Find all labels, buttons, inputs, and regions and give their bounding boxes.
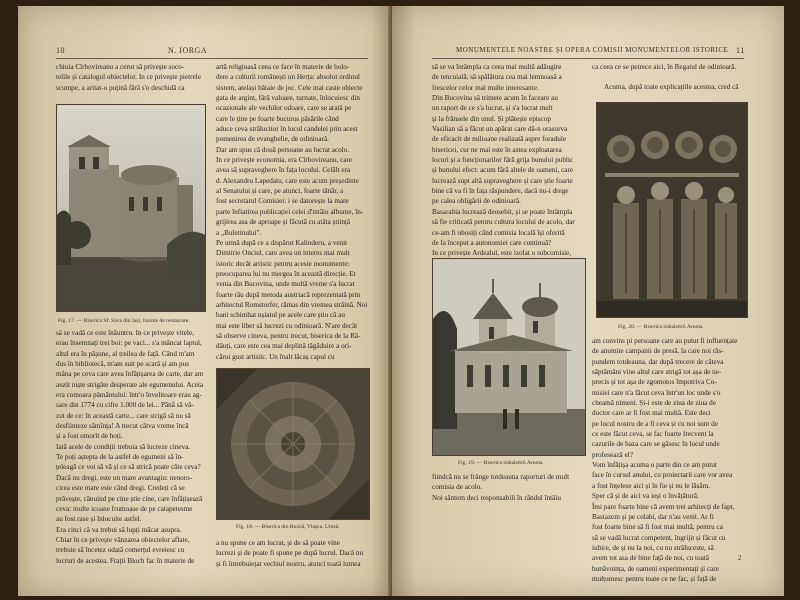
text-line: au fost rase și înlocuite astfel. xyxy=(56,515,142,524)
text-line: de eficacit de milioane realizată aspre foradule xyxy=(432,135,567,144)
text-line: cărui gust artistic. Un înalt lăcaș capul cu xyxy=(216,352,335,361)
text-line: d. Alexandru Lapedatu, care este acum președinte xyxy=(216,176,359,185)
text-line: face în cursul anului, cu proiectarii care vor avea xyxy=(592,471,733,480)
text-line: preocuparea lui nu mergea în această direcție. Et xyxy=(216,269,356,278)
text-line: a nu spune ce am lucrat, și de să poate vine xyxy=(216,539,340,547)
text-line: țeleagă ce voi să vă și ce să strică poate câte ceva? xyxy=(56,463,201,472)
text-line: Vasilian să a făcut un apărat care dă-n orasorva xyxy=(432,125,568,134)
text-line: care le ține pe foarte bucuros păsările când xyxy=(216,114,339,123)
text-line: scumpe, a aritat-o puțină fără s'o deschidă ca xyxy=(56,83,185,92)
text-line: ce este făcut ceva, se fac foarte frecvent la xyxy=(592,430,714,439)
text-line: Sper că și de aici va ieși o învățătură. xyxy=(592,492,699,501)
text-line: doctor care ar fi fost mai multă. Este deci xyxy=(592,409,711,418)
text-line: fost secretarul Comisiei: i se datorește la mare xyxy=(216,197,349,206)
text-line: și la frânsele din unul. Și plătește episcop xyxy=(432,114,551,123)
text-line: altul era în pășune, al treilea de față. Când m'am xyxy=(56,349,195,358)
text-line: să se vadă lucrat competent, îngrijit și făcut cu xyxy=(592,533,726,542)
text-line: Vom înfățișa acuma o parte din ce am putut xyxy=(592,461,717,470)
figure-caption: Fig. 17. — Biserica Sf. Sava din Iași, înainte de restaurare. xyxy=(58,318,190,324)
text-line: Îmi pare foarte bine că avem trei arhitecți de fapt, xyxy=(592,502,735,511)
right-col2-top-line2 xyxy=(604,82,750,94)
figure-caption: Fig. 19. — Biserica mănăstirii Arnota. xyxy=(458,460,544,466)
text-line: să se va întâmpla ca ceea mai multă adăugire xyxy=(432,63,562,71)
figure-arnota-monastery xyxy=(432,258,586,456)
text-line: Din Bucovina să trimete acum în faceare au xyxy=(432,94,558,103)
text-line: artă religioasă ceea ce face în materie de bolo- xyxy=(216,63,350,71)
text-line: pomenirea de evanghelie, de odinioară. xyxy=(216,135,329,144)
text-line: misiei care n'a făcut ceva într'un loc unde s'o xyxy=(592,388,721,397)
text-line: Dimitrie Onciul, care avea un interes mai mult xyxy=(216,249,350,258)
text-line: gata de argint, fără valoare, turnate, înlocuiesc din xyxy=(216,94,360,103)
text-line: venia din Bucovina, unde multă vreme s'a lucrat xyxy=(216,280,355,289)
right-page xyxy=(392,6,784,596)
text-line: bine că va fi în fața răspundere, dacă nu-i drege xyxy=(432,187,569,196)
right-col1-bottom xyxy=(432,472,584,506)
figure-sf-sava-church xyxy=(56,104,206,312)
left-col1-top xyxy=(56,62,206,96)
text-line: desfiinteze sămînța! A trecut câtva vreme încă xyxy=(56,422,189,431)
text-line: să observe cineva, pentru trecut, biserica de la Ră- xyxy=(216,331,361,340)
text-line: a fost înțelese aici și în fie și nu le lăsăm. xyxy=(592,481,710,490)
text-line: bunăvoința, de oameni experimentați și care xyxy=(592,564,719,573)
text-line: pundem totdeauna, dar după trecere de câteva xyxy=(592,357,724,366)
text-line: arhitectul Romstorfer, rămas din vremea străină. Noi xyxy=(216,300,368,309)
text-line: mâna pe ceva care avea înfățișarea de carte, dar am xyxy=(56,370,204,379)
text-line: lucrezi și de poate fi spune pe după lucrul. Dacă nu xyxy=(216,549,364,558)
text-line: Pe urmă după ce a dispărut Kalinderu, a venit xyxy=(216,238,348,247)
text-line: era comoara pământului: într'o învelitoare erau ag- xyxy=(56,391,202,400)
text-line: locuri și a funcționarilor fără grija bunului public xyxy=(432,156,574,165)
text-line: prăvește, cănuind pe cine știe cine, care înfățișează xyxy=(56,494,203,503)
text-line: Dar am spus că două persoane au lucrat acolo. xyxy=(216,145,350,154)
text-line: și fi întrebuiețat vechiul nostru, atunci toată lumea xyxy=(216,559,361,568)
right-col2-top xyxy=(592,62,748,74)
text-line: parte înfiatirea publicației celei d'intăiu albume, în- xyxy=(216,207,364,216)
left-col2-bottom xyxy=(216,538,370,572)
left-col2-top xyxy=(216,62,370,362)
figure-caption: Fig. 18. — Biserica din Roznă, Vlașca. Ureză. xyxy=(236,524,340,530)
text-line: grijirea asa de aproape și făcută cu atâta știință xyxy=(216,218,351,227)
text-line: cazurile de baza care se găsesc în locul unde xyxy=(592,440,720,449)
text-line: Chiar în ce privește vânzarea obiectelor aflate, xyxy=(56,535,190,544)
text-line: In ce privește economia, era Cîrbovireanu, care xyxy=(216,156,353,165)
text-line: de la început a autonomiei care continuă? xyxy=(432,238,552,247)
text-line: mulțumesc pentru toate ce ne fac, și față de xyxy=(592,574,717,583)
text-line: pe locul nostru de a fi ceva și cu noi sunt de xyxy=(592,419,718,428)
text-line: Dacă nu dregi, este un mare avantagiu: nenoro- xyxy=(56,473,193,482)
text-line: de anumite campanii de presă, la care noi răs- xyxy=(592,347,724,356)
text-line: să se vadă ce este înăuntru. In ce privește vitele, xyxy=(56,329,194,337)
text-line: precis și tot așa de zgomotos împotriva Co- xyxy=(592,378,717,387)
text-line: dăuți, care este cea mai deplină tăgăduire a ori- xyxy=(216,342,352,351)
figure-rozna-fresco xyxy=(216,368,370,520)
text-line: al Senatului și care, pe atunci, foarte tânăr, a xyxy=(216,187,344,196)
text-line: fost foarte bine să fi fost mai multă, pentru ca xyxy=(592,523,723,532)
text-line: profesează el? xyxy=(592,450,633,459)
text-line: mai este liber să lucrezi cu odinioară. N'are decât xyxy=(216,321,358,330)
right-col1-top xyxy=(432,62,584,282)
text-line: pe calea obligării de odinioară. xyxy=(432,197,521,206)
text-line: și bunului efect: acum fără altele de oameni, care xyxy=(432,166,574,175)
text-line: bani schimbat ușiatul pe acele care știu că au xyxy=(216,311,345,320)
monastery-photo-image xyxy=(433,259,585,455)
text-line: dus în bibliotecă, m'am suit pe scară și am pus xyxy=(56,360,190,369)
text-line: Bastazem și pe colabi, dar n'au venit. Ar fi xyxy=(592,512,714,521)
text-line: să fie criticată pentru cultura locului de acolo, dar xyxy=(432,218,575,227)
icon-fresco-photo-image xyxy=(597,103,747,317)
text-line: a „Buletinului". xyxy=(216,228,262,237)
text-line: aduce ceva strălucitor în locul candelei prin acest xyxy=(216,125,358,134)
text-line: bisericei, cur ne mai este în astea exploatarea xyxy=(432,145,562,154)
left-page xyxy=(18,6,390,596)
fresco-photo-image xyxy=(217,369,369,519)
text-line: foarte rău după metoda austriacă reprezentată prin xyxy=(216,290,361,299)
text-line: cheamă nimeni. Și-i este de ziua de ziua de xyxy=(592,399,716,408)
text-line: comisia de acolo. xyxy=(432,483,483,492)
text-line: ca ceea ce se petrece aici, în Regatul de odinioară. xyxy=(592,63,737,71)
text-line: dere a culturii românești un Herța: absolut ordinul xyxy=(216,73,360,82)
text-line: fiindcă nu se frânge totdeauna raporturi de mult xyxy=(432,473,570,481)
text-line: săptămâni vine altul care strigă tot așa de ne- xyxy=(592,368,722,377)
text-line: ce-am fi obosiți când comisia locală își oferită xyxy=(432,228,565,237)
left-page-number: 10 xyxy=(56,46,65,55)
text-line: Basarabia lucrează deosebit, și se poate întâmpla xyxy=(432,207,573,216)
church-photo-image xyxy=(57,105,205,311)
text-line: avea să supraveghere în fața locului. Celălt era xyxy=(216,166,351,175)
text-line: Te poți aștepta de la astfel de egumeni să în- xyxy=(56,453,184,462)
text-line: chiuia Cîrbovireanu a cerut să privește soco- xyxy=(56,63,185,71)
text-line: Noi sântem deci responsabili în rândul întâiu xyxy=(432,493,561,502)
text-line: de tencuială, să spălătura cea mai lemnoasă a xyxy=(432,73,562,82)
left-header-rule xyxy=(56,58,368,59)
footer-signature-number: 2 xyxy=(738,554,742,562)
figure-caption: Fig. 20. — Biserica mănăstirii Arnota. xyxy=(618,324,704,330)
right-running-head: MONUMENTELE NOASTRE ȘI OPERA COMISII MONUMENTELOR ISTORICE xyxy=(456,46,729,54)
text-line: zut de ce: în această carte... care strigă să nu să xyxy=(56,411,191,420)
figure-arnota-fresco xyxy=(596,102,748,318)
text-line: sare din 1774 cu cifre 1.000 de lei... Pănă să vă- xyxy=(56,401,194,410)
text-line: trebuie să încetez odată comerțul evreiesc cu xyxy=(56,546,185,555)
text-line: ocazionale ale vechilor odoare, care se arată pe xyxy=(216,104,352,113)
text-line: ceva: multe icoane frumoase de pe catapetesme xyxy=(56,504,193,513)
text-line: frescelor celor mai multe interesante. xyxy=(432,83,539,92)
text-line: sistem, atelași bătaie de joc. Cele mai caste obiecte xyxy=(216,83,363,92)
text-line: istoric decât artistic pentru aceste monumente: xyxy=(216,259,350,268)
right-col2-bottom xyxy=(592,336,748,586)
text-line: Iată acele de condiții trebuia să lucreze cineva. xyxy=(56,442,191,451)
text-line: avem tot asa de bine față de noi, cu toată xyxy=(592,554,709,563)
text-line: iubire, de și nu la noi, cu nu străluceste, să xyxy=(592,543,714,552)
right-page-number: 11 xyxy=(736,46,745,55)
text-line: telile și catalogul obiectelor. In ce privește pietrele xyxy=(56,73,201,82)
text-line: Era cinci că va trebui să lupți măcar asupra. xyxy=(56,525,182,534)
text-line: un raport de ce s'a lucrat, și s'a lucrat mult xyxy=(432,104,553,113)
right-header-rule xyxy=(432,58,744,59)
text-line: erau însemnați trei boi: pe vaci... s'a mâncat laptul, xyxy=(56,339,202,348)
text-line: și a fost omorît de hoți. xyxy=(56,432,123,441)
text-line: lucrează supt altă supraveghere și care știe foarte xyxy=(432,176,573,185)
text-line: cirea este mare este când dregi. Credeți că se xyxy=(56,484,185,493)
text-line: In ce privește Ardealul, este izolat o subcomisie, xyxy=(432,249,572,258)
text-line: auzit niște strigăte desperate ale egumenului. Aceia xyxy=(56,380,204,389)
text-line: Acuma, după toate explicațiile acestea, cred că xyxy=(604,83,739,91)
left-col1-bottom xyxy=(56,328,206,590)
text-line: am convins pi persoane care au putut fi influențate xyxy=(592,337,738,345)
text-line: lucruri de acestea. Frații Bloch fac în materie de xyxy=(56,556,195,565)
left-running-head: N. IORGA xyxy=(168,46,208,55)
